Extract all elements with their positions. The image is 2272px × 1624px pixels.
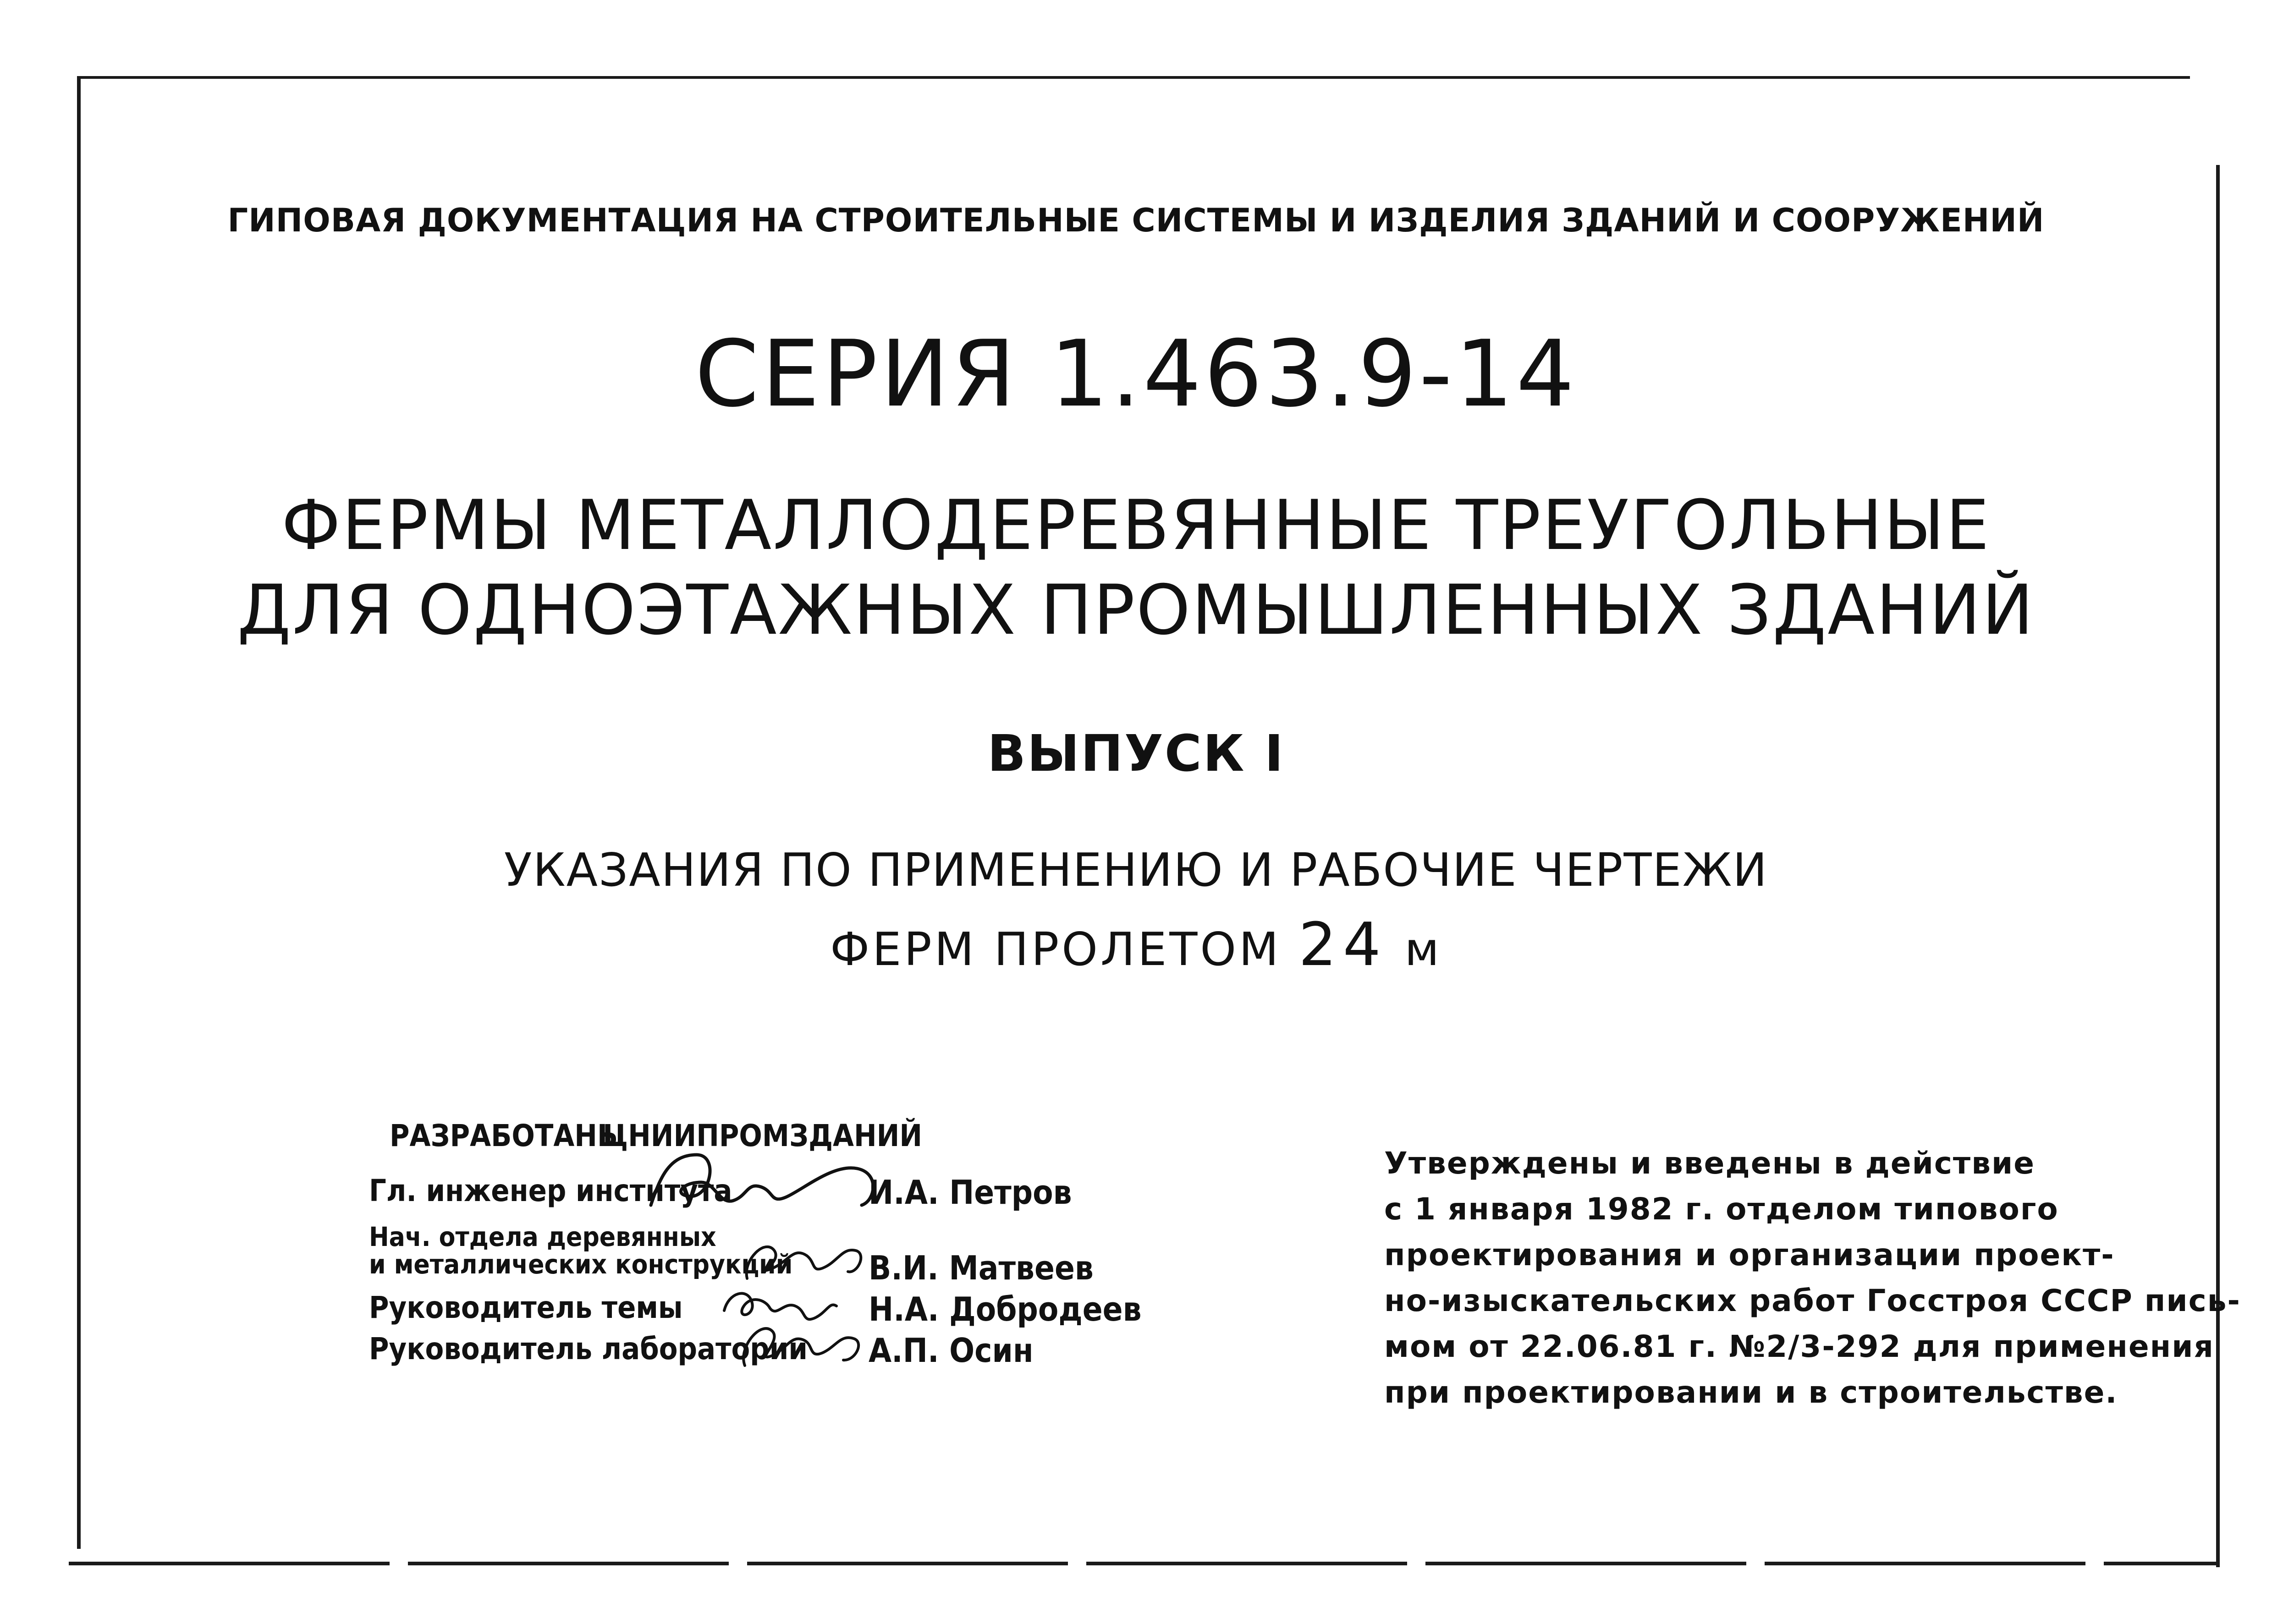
approval-line-4: но-изыскательских работ Госстроя СССР пись- bbox=[1384, 1283, 2241, 1318]
role-department-head-line1: Нач. отдела деревянных bbox=[369, 1221, 716, 1252]
name-chief-engineer: И.А. Петров bbox=[869, 1173, 1072, 1212]
issue-number: ВЫПУСК I bbox=[987, 724, 1285, 783]
role-chief-engineer: Гл. инженер института bbox=[369, 1173, 732, 1208]
series-number: СЕРИЯ 1.463.9-14 bbox=[695, 321, 1577, 428]
usage-line-1: УКАЗАНИЯ ПО ПРИМЕНЕНИЮ И РАБОЧИЕ ЧЕРТЕЖИ bbox=[504, 843, 1768, 897]
role-lab-head: Руководитель лаборатории bbox=[369, 1331, 808, 1366]
frame-bottom-border bbox=[69, 1562, 2220, 1565]
signature-lab-head bbox=[733, 1311, 871, 1384]
frame-left-border bbox=[77, 78, 81, 1549]
approval-line-1: Утверждены и введены в действие bbox=[1384, 1146, 2035, 1181]
developers-organization: ЦНИИПРОМЗДАНИЙ bbox=[603, 1118, 923, 1153]
approval-line-5: мом от 22.06.81 г. №2/3-292 для применения bbox=[1384, 1329, 2214, 1364]
name-department-head: В.И. Матвеев bbox=[869, 1249, 1094, 1287]
usage-line-2 bbox=[0, 910, 2272, 979]
role-topic-lead: Руководитель темы bbox=[369, 1290, 683, 1325]
signature-chief-engineer bbox=[642, 1136, 898, 1228]
developers-label: РАЗРАБОТАНЫ bbox=[390, 1118, 626, 1153]
frame-top-border bbox=[77, 76, 2190, 79]
document-header: ГИПОВАЯ ДОКУМЕНТАЦИЯ НА СТРОИТЕЛЬНЫЕ СИСТЕМЫ И ИЗДЕЛИЯ ЗДАНИЙ И СООРУЖЕНИЙ bbox=[227, 202, 2045, 239]
name-topic-lead: Н.А. Добродеев bbox=[869, 1290, 1142, 1328]
span-unit: м bbox=[1404, 922, 1442, 976]
approval-line-2: с 1 января 1982 г. отделом типового bbox=[1384, 1191, 2059, 1227]
approval-line-3: проектирования и организации проект- bbox=[1384, 1237, 2115, 1273]
name-lab-head: А.П. Осин bbox=[869, 1331, 1034, 1370]
title-line-2: ДЛЯ ОДНОЭТАЖНЫХ ПРОМЫШЛЕННЫХ ЗДАНИЙ bbox=[237, 571, 2035, 650]
title-line-1: ФЕРМЫ МЕТАЛЛОДЕРЕВЯННЫЕ ТРЕУГОЛЬНЫЕ bbox=[281, 486, 1991, 565]
role-department-head-line2: и металлических конструкций bbox=[369, 1249, 793, 1280]
approval-line-6: при проектировании и в строительстве. bbox=[1384, 1375, 2118, 1410]
usage-line-2-text: ФЕРМ ПРОЛЕТОМ bbox=[830, 922, 1282, 976]
span-value: 24 bbox=[1298, 910, 1387, 979]
